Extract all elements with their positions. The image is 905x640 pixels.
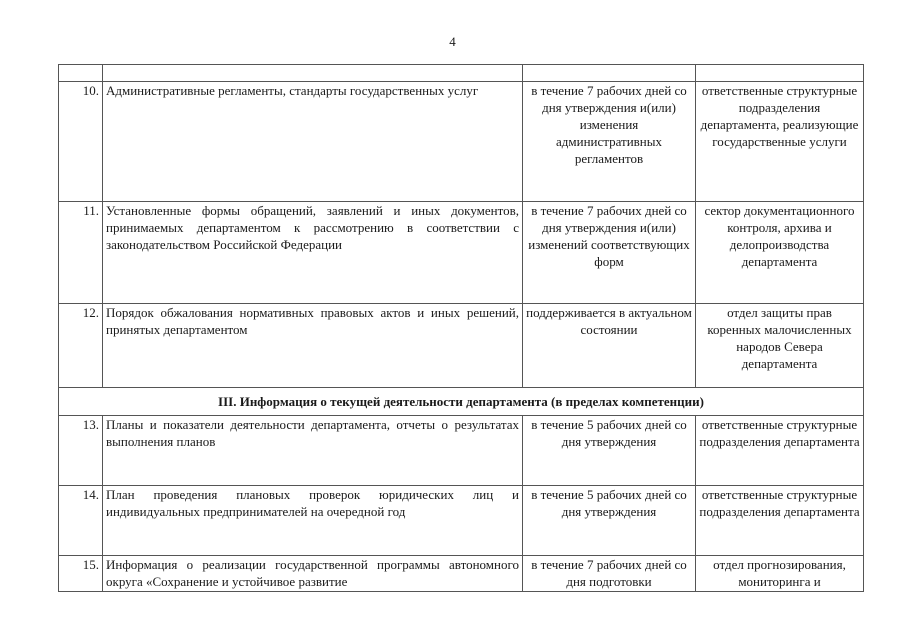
row-number: 15.	[59, 556, 103, 592]
row-description: Планы и показатели деятельности департамента, отчеты о результатах выполнения планов	[103, 416, 523, 486]
row-number: 12.	[59, 304, 103, 388]
empty-cell	[523, 65, 696, 82]
table-row	[59, 82, 864, 202]
row-description: Административные регламенты, стандарты государственных услуг	[103, 82, 523, 202]
row-responsible: отдел прогнозирования, мониторинга и	[696, 556, 864, 592]
table-continuation-row	[59, 65, 864, 82]
row-number: 14.	[59, 486, 103, 556]
row-responsible: ответственные структурные подразделения департамента	[696, 486, 864, 556]
empty-cell	[696, 65, 864, 82]
row-term: поддерживается в актуальном состоянии	[523, 304, 696, 388]
table-row	[59, 416, 864, 486]
row-description: Информация о реализации государственной программы автономного округа «Сохранение и устойчивое развитие	[103, 556, 523, 592]
information-table	[58, 64, 864, 592]
table-row	[59, 304, 864, 388]
row-term: в течение 7 рабочих дней со дня подготовки	[523, 556, 696, 592]
row-term: в течение 5 рабочих дней со дня утверждения	[523, 416, 696, 486]
table-row	[59, 202, 864, 304]
row-number: 10.	[59, 82, 103, 202]
page-number: 4	[449, 34, 456, 49]
table-row	[59, 556, 864, 592]
row-term: в течение 5 рабочих дней со дня утверждения	[523, 486, 696, 556]
row-responsible: ответственные структурные подразделения департамента, реализующие государственные услуги	[696, 82, 864, 202]
row-description: План проведения плановых проверок юридических лиц и индивидуальных предпринимателей на очередной год	[103, 486, 523, 556]
row-number: 13.	[59, 416, 103, 486]
empty-cell	[59, 65, 103, 82]
row-responsible: ответственные структурные подразделения департамента	[696, 416, 864, 486]
row-description: Порядок обжалования нормативных правовых актов и иных решений, принятых департаментом	[103, 304, 523, 388]
section-header-row	[59, 388, 864, 416]
row-responsible: сектор документационного контроля, архива и делопроизводства департамента	[696, 202, 864, 304]
table-row	[59, 486, 864, 556]
row-term: в течение 7 рабочих дней со дня утверждения и(или) изменения административных регламентов	[523, 82, 696, 202]
row-description: Установленные формы обращений, заявлений и иных документов, принимаемых департаментом к рассмотрению в соответствии с законодательством Российской Федерации	[103, 202, 523, 304]
row-term: в течение 7 рабочих дней со дня утверждения и(или) изменений соответствующих форм	[523, 202, 696, 304]
row-number: 11.	[59, 202, 103, 304]
section-title: III. Информация о текущей деятельности департамента (в пределах компетенции)	[59, 388, 864, 416]
row-responsible: отдел защиты прав коренных малочисленных народов Севера департамента	[696, 304, 864, 388]
empty-cell	[103, 65, 523, 82]
